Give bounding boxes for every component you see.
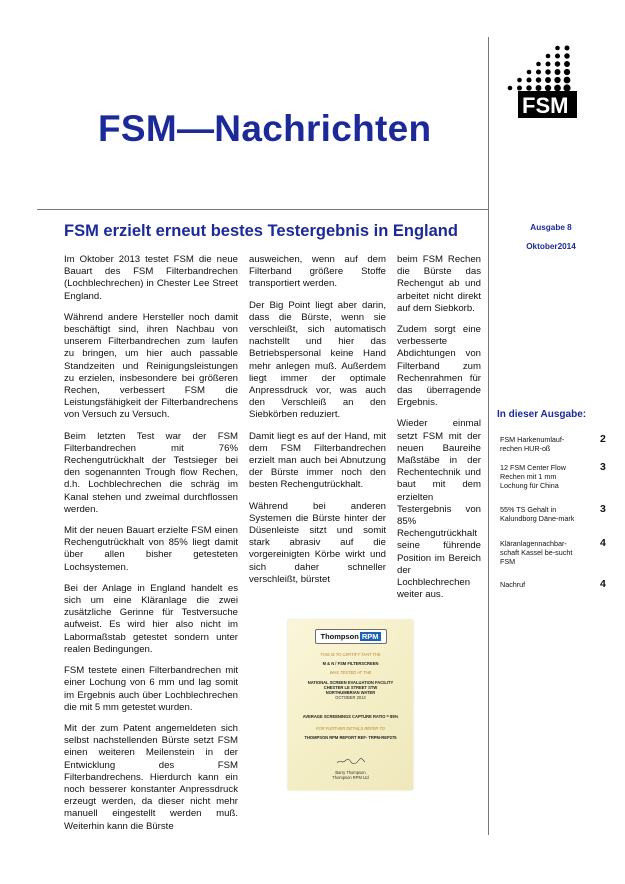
logo-dot [526,85,531,90]
toc-item[interactable] [500,461,606,490]
issue-number: Ausgabe 8 [530,223,572,232]
cert-text: THIS IS TO CERTIFY THAT THE [320,652,381,657]
logo-dot [554,77,560,83]
logo-dot [555,53,560,58]
logo-text: FSM [522,93,569,118]
cert-logo-name: Thompson [320,632,359,641]
paragraph: Der Big Point liegt aber darin, dass die Bürste, wenn sie verschleißt, sich automatisch nachstellt und hier das Betriebspersonal keine Hand mehr anlegen muß. Außerdem liegt immer der optimale Anpressdruck vor, was auch den Verschleiß an den Siebkörben reduziert. [249,299,386,421]
paragraph: Wieder einmal setzt FSM mit der neuen Baureihe Maßstäbe in der Rechentechnik und baut mit dem erzielten Testergebnis von 85% Rechengutrückhalt seine führende Position im Bereich der Lochblechrechen weiter aus. [397,418,481,601]
toc-item-title: FSM Harkenumlauf-rechen HUR-oß [500,435,565,453]
paragraph: Während andere Hersteller noch damit beschäftigt sind, ihren Nachbau von unserem Filterbandrechen zum laufen zu bringen, um hier auch passable Standzeiten und Reinigungsleistungen zu erzielen, insbesondere bei größeren Rechen, verbessert FSM die Leistungsfähigkeit der Filterbandrechens von Versuch zu Versuch. [64,311,238,421]
logo-dot [546,54,551,59]
article-column-1 [64,254,238,842]
toc-heading: In dieser Ausgabe: [497,409,587,420]
toc-item-title: 55% TS Gehalt in Kalundborg Däne-mark [500,505,575,523]
logo-dot [545,61,550,66]
toc-item-page: 3 [600,461,606,473]
logo-dot [555,69,561,75]
cert-text: THOMPSON RPM REPORT REF- TRPM-REP275 [304,734,397,740]
logo-dot [508,86,513,91]
logo-dot [564,53,569,58]
paragraph: Mit der neuen Bauart erzielte FSM einen Rechengutrückhalt von 85% liegt damit über allen bisher getesteten Lochsystemen. [64,525,238,573]
cert-text: OCTOBER 2013 [335,695,366,701]
toc-item-title: Kläranlagennachbar-schaft Kassel be-sucht FSM [500,539,573,566]
column-divider [488,37,489,835]
paragraph: beim FSM Rechen die Bürste das Rechengut ab und arbeitet nicht direkt auf dem Siebkorb. [397,254,481,314]
paragraph: Beim letzten Test war der FSM Filterbandrechen mit 76% Rechengutrückhalt der Testsieger bei den sogenannten Trough flow Rechen, d.h. Lochblechrechen die schräg im Kanal stehen und zweimal durchflossen werden. [64,430,238,515]
logo-dot [536,69,541,74]
logo-dot [555,61,560,66]
cert-logo-rpm: RPM [361,632,379,641]
logo-dot [517,85,522,90]
toc-item[interactable] [500,578,606,590]
logo-dot [536,62,541,67]
cert-text: CHESTER LE STREET STW [323,684,378,690]
logo-dot [545,77,551,83]
toc-item-page: 2 [600,433,606,445]
paragraph: ausweichen, wenn auf dem Filterband größere Stoffe transportiert werden. [249,254,386,290]
toc-item[interactable] [500,537,606,566]
paragraph: Mit der zum Patent angemeldeten sich selbst nachstellenden Bürste setzt FSM einen weiteren Meilenstein in der Entwicklung des FSM Filterbandrechens. Hierdurch kann ein noch besserer konstanter Anpressdruck erzeugt werden, da dieser nicht mehr manuell eingestellt werden muß. Weiterhin kann die Bürste [64,722,238,832]
logo-dot [527,70,532,75]
logo-dot [545,69,550,74]
logo-dot [517,78,522,83]
cert-text: M & N / FSM FILTERSCREEN [322,661,379,667]
cert-text: FOR FURTHER DETAILS REFER TO [316,725,385,731]
logo-dot [554,85,561,92]
cert-text: NATIONAL SCREEN EVALUATION FACILITY [307,679,394,685]
signature-image [336,758,366,765]
toc-item[interactable] [500,433,606,453]
logo-dot [536,77,541,82]
logo-dot [564,45,569,50]
paragraph: Bei der Anlage in England handelt es sich um eine Kläranlage die zwei zusätzliche Gerinne für Testversuche aufweist. Es wird hier also nicht im Labormaßstab getestet sondern unter realen Bedingungen. [64,582,238,655]
toc-item-page: 4 [600,578,606,590]
paragraph: Damit liegt es auf der Hand, mit dem FSM Filterbandrechen erzielt man auch bei Abnutzung der Bürste immer noch den besten Rechengutrückhalt. [249,430,386,491]
thompson-rpm-logo [315,629,387,644]
paragraph: FSM testete einen Filterbandrechen mit einer Lochung von 6 mm und lag somit im Ergebnis auch über Lochblechrechen die mit 5 mm getestet wurden. [64,665,238,713]
logo-dot [564,69,570,75]
cert-text: AVERAGE SCREENINGS CAPTURE RATIO = 85% [302,714,399,720]
paragraph: Im Oktober 2013 testet FSM die neue Bauart des FSM Filterbandrechen (Lochblechrechen) in Chester Lee Street England. [64,254,238,302]
toc-item[interactable] [500,503,606,523]
cert-text: Barry Thompson [335,770,366,776]
cert-text: WAS TESTED AT THE [329,670,372,676]
header-rule [37,209,488,210]
logo-dot [545,85,551,91]
paragraph: Während bei anderen Systemen die Bürste hinter der Düsenleiste sitzt und somit stark abrasiv auf die vorgereinigten Körbe wirkt und sich daher schneller verschleißt, bürstet [249,500,386,585]
fsm-logo [500,43,577,118]
logo-dot [564,77,571,84]
article-headline: FSM erzielt erneut bestes Testergebnis in England [64,222,458,240]
cert-text: Thompson RPM Ltd [332,775,369,781]
logo-dot [526,77,531,82]
logo-dot [536,85,542,91]
logo-dot [555,46,560,51]
issue-date: Oktober2014 [526,242,576,251]
toc-item-page: 4 [600,537,606,549]
article-column-2 [249,254,386,595]
paragraph: Zudem sorgt eine verbesserte Abdichtungen von Filterband zum Rechenrahmen für das überragende Ergebnis. [397,324,481,409]
table-of-contents [500,435,610,589]
logo-dot-pattern [508,45,571,91]
logo-dot [564,61,570,67]
toc-item-title: 12 FSM Center Flow Rechen mit 1 mm Lochung für China [500,463,566,490]
cert-text: NORTHUMBRIAN WATER [325,690,376,696]
test-certificate-image [288,620,413,790]
toc-item-page: 3 [600,503,606,515]
logo-dot [563,84,570,91]
newsletter-title: FSM—Nachrichten [98,108,432,149]
article-column-3 [397,254,481,610]
toc-item-title: Nachruf [500,580,526,589]
